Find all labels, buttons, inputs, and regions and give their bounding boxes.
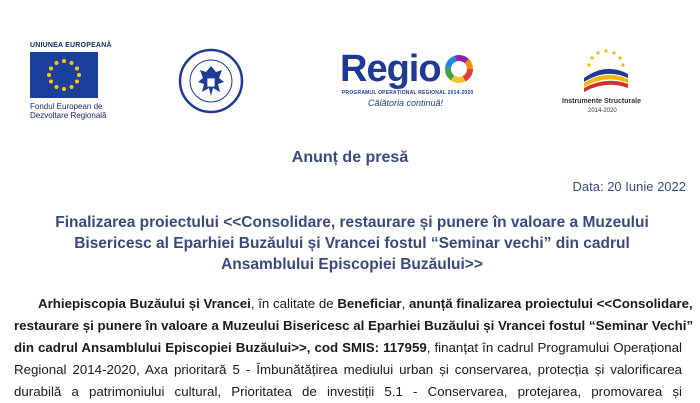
- regio-ring-icon: [444, 54, 474, 84]
- eu-label: UNIUNEA EUROPEANĂ: [30, 42, 112, 49]
- project-title-line: Bisericesc al Eparhiei Buzăului și Vrancei fostul “Seminar vechi” din cadrul: [74, 235, 630, 252]
- body-paragraph: [14, 293, 694, 403]
- regio-program-label: PROGRAMUL OPERAȚIONAL REGIONAL 2014-2020: [342, 90, 474, 96]
- regio-tagline: Călătoria continuă!: [368, 98, 444, 108]
- regio-logo: [340, 48, 490, 118]
- regio-wordmark: Regio: [340, 48, 441, 90]
- project-title: [40, 212, 664, 275]
- date-line: Data: 20 Iunie 2022: [572, 179, 686, 194]
- structural-instruments-logo: [562, 48, 672, 126]
- body-line: restaurare și punere în valoare a Muzeului Bisericesc al Eparhiei Buzăului și Vrancei fostul “Seminar Vechi”: [14, 318, 694, 333]
- project-title-line: Finalizarea proiectului <<Consolidare, restaurare și punere în valoare a Muzeului: [55, 214, 649, 231]
- body-line: durabilă a patrimoniului cultural, Prioritatea de investiții 5.1 - Conservarea, protejarea, promovarea și: [14, 384, 682, 399]
- body-line: Regional 2014-2020, Axa prioritară 5 - Îmbunătățirea mediului urban și conservarea, protecția și valorificarea: [14, 362, 682, 377]
- eu-flag-icon: [30, 52, 98, 98]
- body-line: din cadrul Ansamblului Episcopiei Buzăului>>, cod SMIS: 117959, finanțat în cadrul Programului Operațional: [14, 340, 682, 355]
- project-title-line: Ansamblului Episcopiei Buzăului>>: [221, 256, 483, 273]
- eu-logo: [30, 42, 140, 120]
- government-seal-icon: [178, 48, 244, 114]
- page-title: Anunț de presă: [291, 149, 409, 166]
- logo-bar: [0, 0, 700, 130]
- body-line: Arhiepiscopia Buzăului și Vrancei, în calitate de Beneficiar, anunță finalizarea proiectului <<Consolidare,: [38, 296, 693, 311]
- structural-instruments-label: Instrumente Structurale: [562, 98, 641, 105]
- structural-instruments-icon: [578, 48, 634, 92]
- structural-instruments-period: 2014-2020: [588, 108, 617, 114]
- eu-fund-name: Fondul European de Dezvoltare Regională: [30, 102, 107, 120]
